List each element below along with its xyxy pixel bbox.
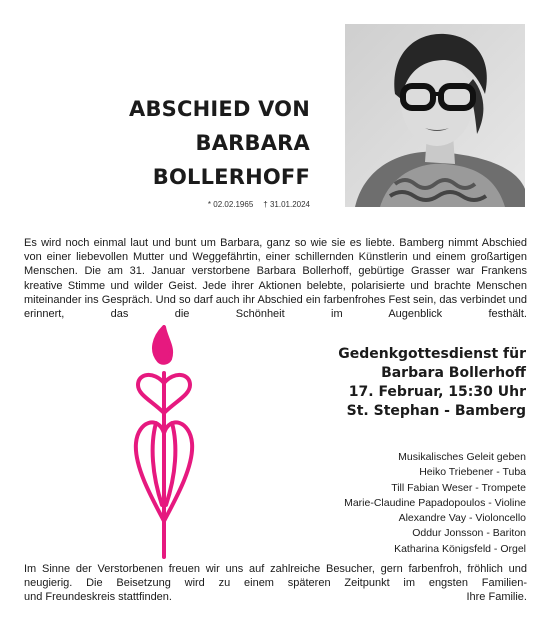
performer: Alexandre Vay - Violoncello [398,512,526,525]
birth-date: * 02.02.1965 [207,200,254,209]
death-date: † 31.01.2024 [263,200,310,209]
performer: Till Fabian Weser - Trompete [391,481,526,494]
service-line-1: Gedenkgottesdienst für [338,346,526,362]
life-dates [208,200,310,209]
intro-text: Es wird noch einmal laut und bunt um Barbara, ganz so wie sie es liebte. Bamberg nimmt Abschied von einer liebevollen Mutter und Weggefährtin, einer schillernden Künstlerin und einem großartigen Menschen. Die am 31. Januar verstorbene Barbara Bollerhoff, gebürtige Grasser war Frankens kreative Stimme und wilder Geist. Jede ihrer Aktionen belebte, polarisierte und brachte Menschen miteinander ins Gespräch. Und so darf auch ihr Abschied ein farbenfrohes Fest sein, das verbindet und erinnert, das die Schönheit im Augenblick festhält. [24,237,527,321]
service-line-3: 17. Februar, 15:30 Uhr [348,384,526,400]
memorial-service [338,345,526,421]
outro-text: Im Sinne der Verstorbenen freuen wir uns auf zahlreiche Besucher, gern farbenfroh, fröhlich und neugierig. Die Beisetzung wird zu einem späteren Zeitpunkt im engsten Familien- [24,563,527,590]
title-line-3: BOLLERHOFF [152,165,310,189]
outro-last-line: und Freundeskreis stattfinden. [24,591,172,604]
music-heading: Musikalisches Geleit geben [398,451,526,463]
title-line-2: BARBARA [195,131,310,155]
performer: Marie-Claudine Papadopoulos - Violine [344,496,526,509]
portrait-photo [345,24,525,207]
musical-accompaniment [344,450,526,557]
service-line-4: St. Stephan - Bamberg [346,403,526,419]
closing-paragraph [24,562,527,605]
service-line-2: Barbara Bollerhoff [381,365,526,381]
intro-paragraph [24,236,527,321]
family-signature: Ihre Familie. [466,591,527,604]
performer: Oddur Jonsson - Bariton [412,527,526,540]
portrait-photo-drawing [345,24,525,207]
performer: Heiko Triebener - Tuba [419,466,526,479]
obituary-title [129,92,310,194]
candle-heart-icon [132,325,202,561]
title-line-1: ABSCHIED VON [129,97,310,121]
performer: Katharina Königsfeld - Orgel [394,542,526,555]
